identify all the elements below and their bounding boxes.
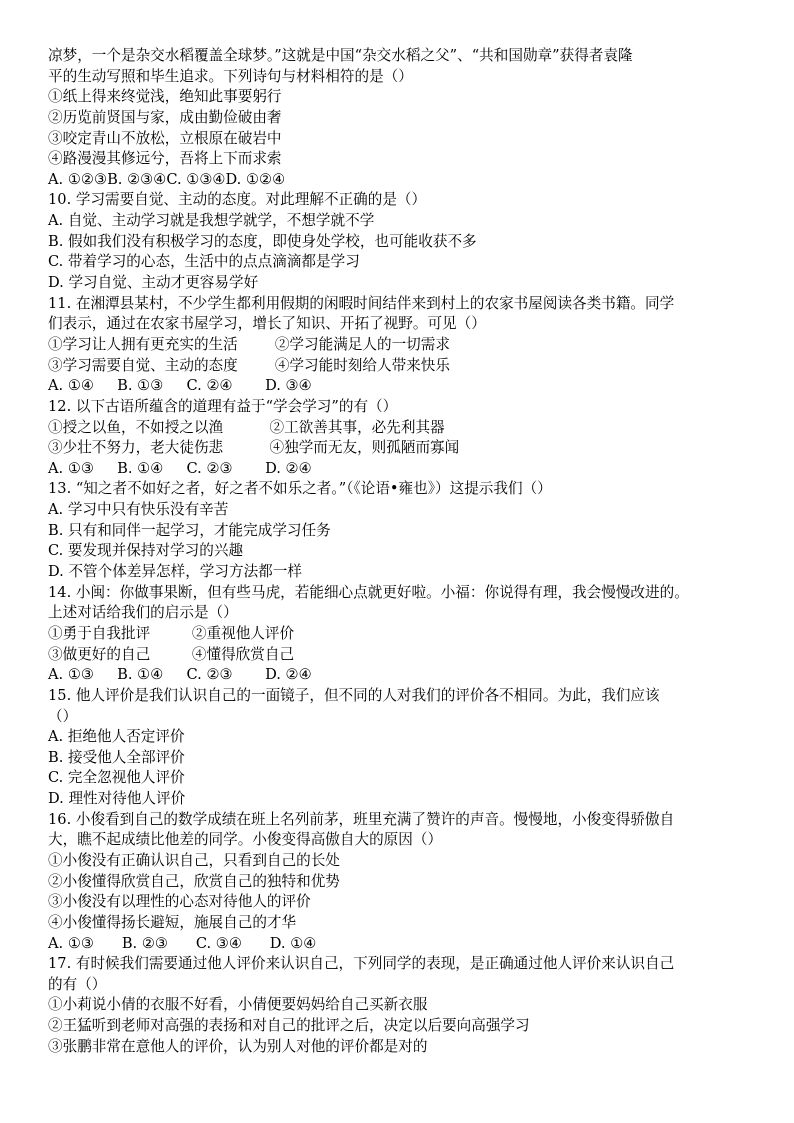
text-line: ②小俊懂得欣赏自己，欣赏自己的独特和优势 <box>48 872 340 890</box>
text-line: D. 理性对待他人评价 <box>48 790 186 808</box>
text-line: B. 接受他人全部评价 <box>48 748 185 766</box>
answer-options: A. ①③ B. ①④ C. ②③ D. ②④ <box>48 666 312 684</box>
answer-options: A. ①③ B. ①④ C. ②③ D. ②④ <box>48 459 312 477</box>
text-line: ④路漫漫其修远兮，吾将上下而求索 <box>48 150 282 168</box>
text-line: 平的生动写照和毕生追求。下列诗句与材料相符的是（） <box>48 67 413 85</box>
question-12: 12. 以下古语所蕴含的道理有益于“学会学习”的有（） <box>48 397 398 415</box>
question-10: 10. 学习需要自觉、主动的态度。对此理解不正确的是（） <box>48 191 427 209</box>
text-line: ③少壮不努力，老大徒伤悲 ④独学而无友，则孤陋而寡闻 <box>48 439 460 457</box>
text-line: A. 学习中只有快乐没有辛苦 <box>48 501 229 519</box>
text-line: ①小莉说小倩的衣服不好看，小倩便要妈妈给自己买新衣服 <box>48 996 428 1014</box>
answer-options: A. ①④ B. ①③ C. ②④ D. ③④ <box>48 377 312 395</box>
text-line: B. 假如我们没有积极学习的态度，即使身处学校，也可能收获不多 <box>48 232 477 250</box>
text-line: C. 完全忽视他人评价 <box>48 769 185 787</box>
document-page <box>48 46 770 1057</box>
text-line: ②王猛听到老师对高强的表扬和对自己的批评之后，决定以后要向高强学习 <box>48 1017 530 1035</box>
text-line: ①勇于自我批评 ②重视他人评价 <box>48 624 295 642</box>
text-line: C. 要发现并保持对学习的兴趣 <box>48 542 244 560</box>
text-line: （） <box>48 707 78 725</box>
question-16: 16. 小俊看到自己的数学成绩在班上名列前茅，班里充满了赞许的声音。慢慢地，小俊变得骄傲自 <box>48 810 675 828</box>
question-15: 15. 他人评价是我们认识自己的一面镜子，但不同的人对我们的评价各不相同。为此，我们应该 <box>48 686 660 704</box>
text-line: 的有（） <box>48 975 107 993</box>
question-11: 11. 在湘潭县某村，不少学生都利用假期的闲暇时间结伴来到村上的农家书屋阅读各类书籍。同学 <box>48 294 675 312</box>
text-line: A. 自觉、主动学习就是我想学就学，不想学就不学 <box>48 212 375 230</box>
text-line: ③做更好的自己 ④懂得欣赏自己 <box>48 645 295 663</box>
text-line: C. 带着学习的心态，生活中的点点滴滴都是学习 <box>48 253 360 271</box>
question-17: 17. 有时候我们需要通过他人评价来认识自己，下列同学的表现，是正确通过他人评价来认识自己 <box>48 955 675 973</box>
text-line: 凉梦，一个是杂交水稻覆盖全球梦。”这就是中国“杂交水稻之父”、“共和国勋章”获得者袁隆 <box>48 47 633 64</box>
text-line: A. 拒绝他人否定评价 <box>48 728 185 746</box>
text-line: ③小俊没有以理性的心态对待他人的评价 <box>48 893 311 911</box>
text-line: 大，瞧不起成绩比他差的同学。小俊变得高傲自大的原因（） <box>48 831 443 849</box>
text-line: ①纸上得来终觉浅，绝知此事要躬行 <box>48 88 282 106</box>
question-14: 14. 小闽：你做事果断，但有些马虎，若能细心点就更好啦。小福：你说得有理，我会慢慢改进的。 <box>48 583 689 601</box>
text-line: ③学习需要自觉、主动的态度 ④学习能时刻给人带来快乐 <box>48 356 450 374</box>
text-line: D. 学习自觉、主动才更容易学好 <box>48 274 259 292</box>
text-line: D. 不管个体差异怎样，学习方法都一样 <box>48 563 302 581</box>
text-line: B. 只有和同伴一起学习，才能完成学习任务 <box>48 521 331 539</box>
text-line: ①授之以鱼，不如授之以渔 ②工欲善其事，必先利其器 <box>48 418 445 436</box>
text-line: 们表示，通过在农家书屋学习，增长了知识、开拓了视野。可见（） <box>48 315 486 333</box>
text-line: ③张鹏非常在意他人的评价，认为别人对他的评价都是对的 <box>48 1037 428 1055</box>
text-line: 上述对话给我们的启示是（） <box>48 604 238 622</box>
answer-options: A. ①②③B. ②③④C. ①③④D. ①②④ <box>48 170 286 188</box>
answer-options: A. ①③ B. ②③ C. ③④ D. ①④ <box>48 934 317 952</box>
text-line: ②历览前贤国与家，成由勤俭破由奢 <box>48 108 282 126</box>
question-13: 13. “知之者不如好之者，好之者不如乐之者。”（《论语•雍也》）这提示我们（） <box>48 480 552 498</box>
text-line: ④小俊懂得扬长避短，施展自己的才华 <box>48 913 297 931</box>
text-line: ①学习让人拥有更充实的生活 ②学习能满足人的一切需求 <box>48 335 450 353</box>
text-line: ③咬定青山不放松，立根原在破岩中 <box>48 129 282 147</box>
text-line: ①小俊没有正确认识自己，只看到自己的长处 <box>48 851 340 869</box>
